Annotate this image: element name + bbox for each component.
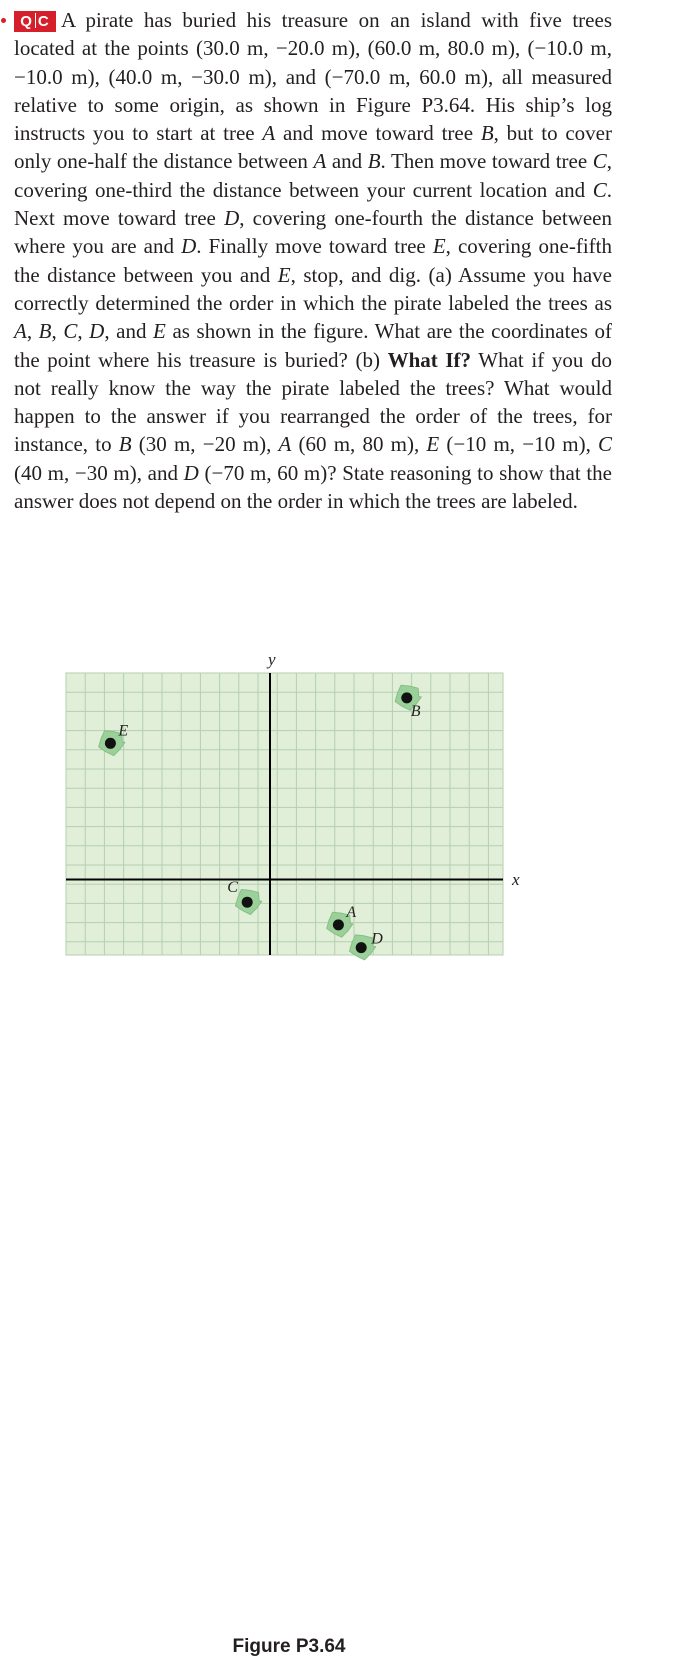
grid-background — [66, 673, 503, 955]
text-run: , — [51, 319, 64, 344]
tree-label: A — [313, 149, 327, 174]
what-if-heading: What If? — [387, 347, 472, 372]
text-run: , — [77, 319, 90, 344]
tree-label: A — [14, 319, 27, 344]
bullet-marker — [1, 18, 6, 23]
text-run: (40 m, −30 m), and — [14, 460, 184, 485]
tree-point — [105, 738, 116, 749]
tree-point — [242, 897, 253, 908]
tree-label: E — [277, 262, 291, 287]
tree-label: C — [227, 879, 238, 897]
text-run: , covering one-fourth the distance between where you are and — [14, 206, 612, 259]
tree-label: A — [262, 121, 276, 146]
tree-label: B — [38, 319, 52, 344]
text-run: , but to cover only one-half the distance between — [14, 121, 612, 174]
tree-label: E — [118, 722, 129, 740]
tree-label: A — [278, 432, 292, 457]
text-run: , — [26, 319, 39, 344]
tree-label: E — [426, 432, 440, 457]
text-run: as shown in the figure. What are the coordinates of the point where his treasure is buried? (b) — [14, 319, 613, 372]
tree-label: B — [480, 121, 494, 146]
tree-label: D — [224, 206, 240, 231]
figure-p3-64 — [0, 645, 683, 1657]
tree-label: B — [118, 432, 132, 457]
figure-caption: Figure P3.64 — [232, 1636, 346, 1657]
tree-label: A — [346, 903, 357, 921]
tree-label: C — [63, 319, 78, 344]
tree-label: E — [153, 319, 166, 344]
tree-point — [356, 942, 367, 953]
tree-label: D — [183, 460, 199, 485]
tree-label: D — [89, 319, 105, 344]
tree-label: B — [367, 149, 381, 174]
text-run: , covering one-third the distance between your current location and — [14, 149, 612, 202]
tree-label: D — [181, 234, 197, 259]
text-run: , and — [104, 319, 154, 344]
text-run: (−10 m, −10 m), — [439, 432, 599, 457]
tree-label: B — [410, 702, 421, 720]
text-run: . Finally move toward tree — [196, 234, 433, 259]
text-run: (60 m, 80 m), — [291, 432, 427, 457]
tree-label: C — [592, 149, 607, 174]
text-run: , stop, and dig. (a) Assume you have correctly determined the order in which the pirate labeled the trees as — [14, 262, 612, 315]
qc-badge — [14, 11, 56, 32]
coordinate-plot — [0, 645, 683, 990]
tree-label: C — [592, 177, 607, 202]
text-run: (−70 m, 60 m)? State reasoning to show that the answer does not depend on the order in which the trees are labeled. — [14, 460, 612, 514]
tree-label: E — [432, 234, 446, 259]
badge-c: C — [37, 13, 50, 30]
text-run: What if you do not really know the way the pirate labeled the trees? What would happen to the answer if you rearranged the order of the trees, for instance, to — [14, 347, 612, 457]
grid — [66, 673, 503, 955]
text-run: . Then move toward tree — [380, 149, 593, 174]
text-run: . Next move toward tree — [14, 177, 612, 231]
y-axis-label: y — [268, 650, 276, 669]
text-run: , covering one-fifth the distance between you and — [14, 234, 612, 287]
tree-point — [401, 692, 412, 703]
text-run: and — [326, 149, 368, 174]
text-run: (30 m, −20 m), — [131, 432, 279, 457]
text-run: A pirate has buried his treasure on an island with five trees located at the points (30.0 m, −20.0 m), (60.0 m, 80.0 m), (−10.0 m, −10.0 m), (40.0 m, −30.0 m), and (−70.0 m, 60.0 m), all measured relative to some origin, as shown in Figure P3.64. His ship’s log instructs you to start at tree — [14, 8, 612, 146]
problem-text — [14, 6, 612, 515]
tree-label: D — [371, 930, 383, 948]
text-run: and move toward tree — [275, 121, 481, 146]
tree-label: C — [598, 432, 613, 457]
tree-point — [333, 919, 344, 930]
x-axis-label: x — [512, 870, 520, 889]
badge-q: Q — [20, 13, 33, 30]
